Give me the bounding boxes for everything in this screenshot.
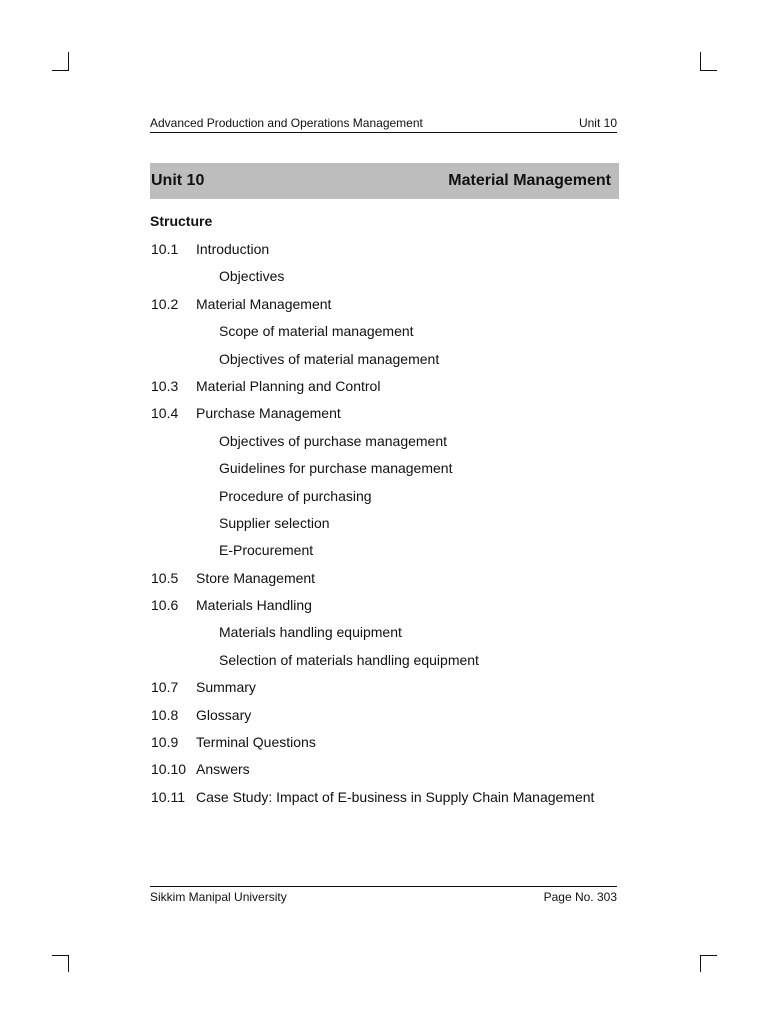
toc-entry (150, 400, 620, 427)
toc-entry (150, 756, 620, 783)
section-title: Answers (196, 761, 250, 778)
section-title: Store Management (196, 569, 316, 586)
subsection-title: Objectives of purchase management (219, 432, 448, 449)
book-title: Advanced Production and Operations Management (150, 116, 423, 130)
header-unit-label: Unit 10 (578, 116, 617, 130)
toc-subentry (150, 455, 620, 482)
toc-entry (150, 784, 620, 811)
section-title: Case Study: Impact of E-business in Supply Chain Management (196, 788, 595, 805)
section-title: Introduction (196, 241, 270, 257)
toc-entry (150, 565, 620, 592)
toc-entry (150, 702, 620, 729)
structure-list (150, 236, 620, 811)
subsection-title: Materials handling equipment (219, 624, 402, 641)
section-title: Purchase Management (196, 405, 341, 422)
section-title: Terminal Questions (196, 734, 316, 751)
toc-subentry (150, 510, 620, 537)
section-number: 10.1 (151, 241, 179, 257)
subsection-title: Scope of material management (219, 323, 414, 340)
toc-subentry (150, 318, 620, 345)
toc-entry (150, 291, 620, 318)
section-number: 10.3 (151, 377, 179, 394)
section-number: 10.9 (151, 734, 179, 751)
crop-mark-bottom-left (52, 955, 69, 972)
section-title: Material Planning and Control (196, 377, 381, 394)
section-number: 10.8 (151, 706, 179, 723)
subsection-title: E-Procurement (219, 542, 314, 559)
structure-heading: Structure (150, 213, 213, 229)
section-number: 10.10 (151, 761, 187, 778)
section-number: 10.6 (151, 597, 179, 614)
toc-subentry (150, 263, 620, 290)
subsection-title: Guidelines for purchase management (219, 460, 453, 477)
toc-entry (150, 236, 620, 263)
toc-entry (150, 373, 620, 400)
crop-mark-top-right (700, 52, 717, 71)
toc-subentry (150, 346, 620, 373)
section-number: 10.11 (151, 788, 185, 805)
running-footer (150, 886, 617, 904)
section-number: 10.7 (151, 679, 179, 696)
section-number: 10.4 (151, 405, 179, 422)
subsection-title: Objectives (219, 268, 285, 285)
unit-number: Unit 10 (151, 172, 205, 189)
crop-mark-top-left (52, 52, 69, 71)
toc-entry (150, 592, 620, 619)
section-title: Glossary (196, 706, 252, 723)
running-header (150, 116, 617, 133)
subsection-title: Procedure of purchasing (219, 487, 372, 504)
subsection-title: Selection of materials handling equipment (219, 651, 479, 668)
toc-subentry (150, 483, 620, 510)
section-number: 10.2 (151, 295, 179, 312)
subsection-title: Supplier selection (219, 514, 330, 531)
toc-subentry (150, 619, 620, 646)
unit-banner (150, 163, 619, 199)
section-title: Material Management (196, 295, 332, 312)
section-number: 10.5 (151, 569, 179, 586)
university-name: Sikkim Manipal University (150, 890, 287, 904)
toc-subentry (150, 537, 620, 564)
unit-title: Material Management (448, 172, 611, 189)
toc-entry (150, 729, 620, 756)
page-number: Page No. 303 (543, 890, 617, 904)
subsection-title: Objectives of material management (219, 350, 440, 367)
toc-subentry (150, 647, 620, 674)
section-title: Materials Handling (196, 597, 312, 614)
toc-subentry (150, 428, 620, 455)
section-title: Summary (196, 679, 256, 696)
crop-mark-bottom-right (700, 955, 717, 972)
toc-entry (150, 674, 620, 701)
